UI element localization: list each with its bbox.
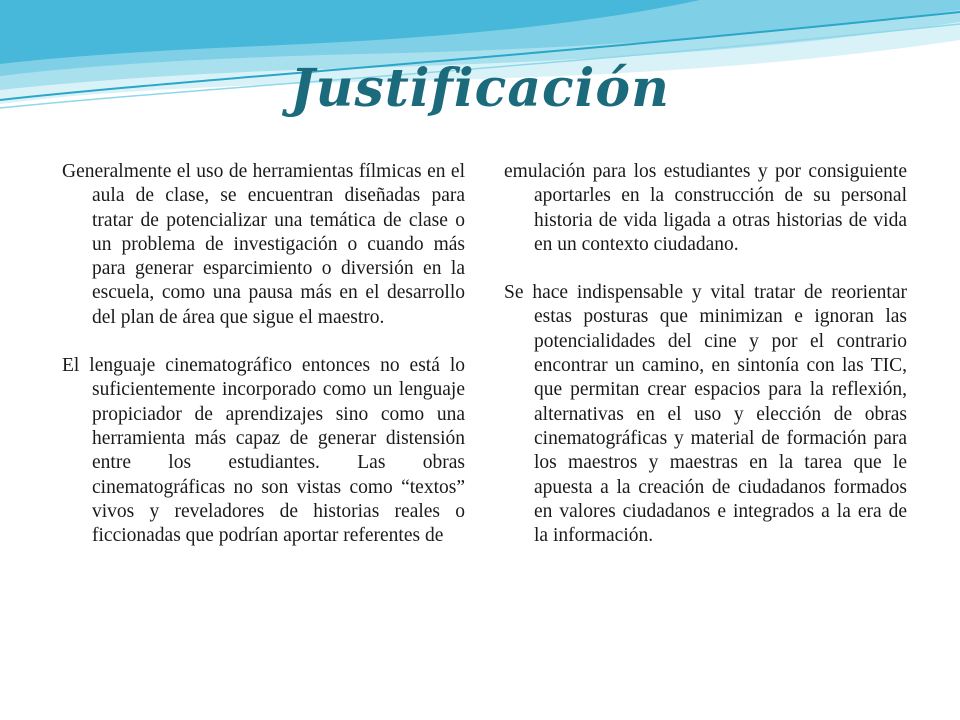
paragraph-emulacion: emulación para los estudiantes y por consiguiente aportarles en la construcción de su personal historia de vida ligada a otras historias de vida en un contexto ciudadano. xyxy=(504,161,907,255)
paragraph-se-hace-indispensable: Se hace indispensable y vital tratar de reorientar estas posturas que minimizan e ignoran las potencialidades del cine y por el contrario encontrar un camino, en sintonía con las TIC, que permitan crear espacios para la reflexión, alternativas en el uso y elección de obras cinematográficas y material de formación para los maestros y maestras en la tarea que le apuesta a la creación de ciudadanos formados en valores ciudadanos e integrados a la era de la información. xyxy=(504,282,907,547)
slide-title: Justificación xyxy=(290,58,670,119)
left-column xyxy=(62,160,465,548)
paragraph-lenguaje-cinematografico: El lenguaje cinematográfico entonces no está lo suficientemente incorporado como un lenguaje propiciador de aprendizajes sino como una herramienta más capaz de generar distensión entre los estudiantes. Las obras cinematográficas no son vistas como “textos” vivos y reveladores de historias reales o ficcionadas que podrían aportar referentes de xyxy=(62,355,465,547)
right-column xyxy=(504,160,907,548)
paragraph-generalmente: Generalmente el uso de herramientas fílmicas en el aula de clase, se encuentran diseñadas para tratar de potencializar una temática de clase o un problema de investigación o cuando más para generar esparcimiento o diversión en la escuela, como una pausa más en el desarrollo del plan de área que sigue el maestro. xyxy=(62,161,465,328)
